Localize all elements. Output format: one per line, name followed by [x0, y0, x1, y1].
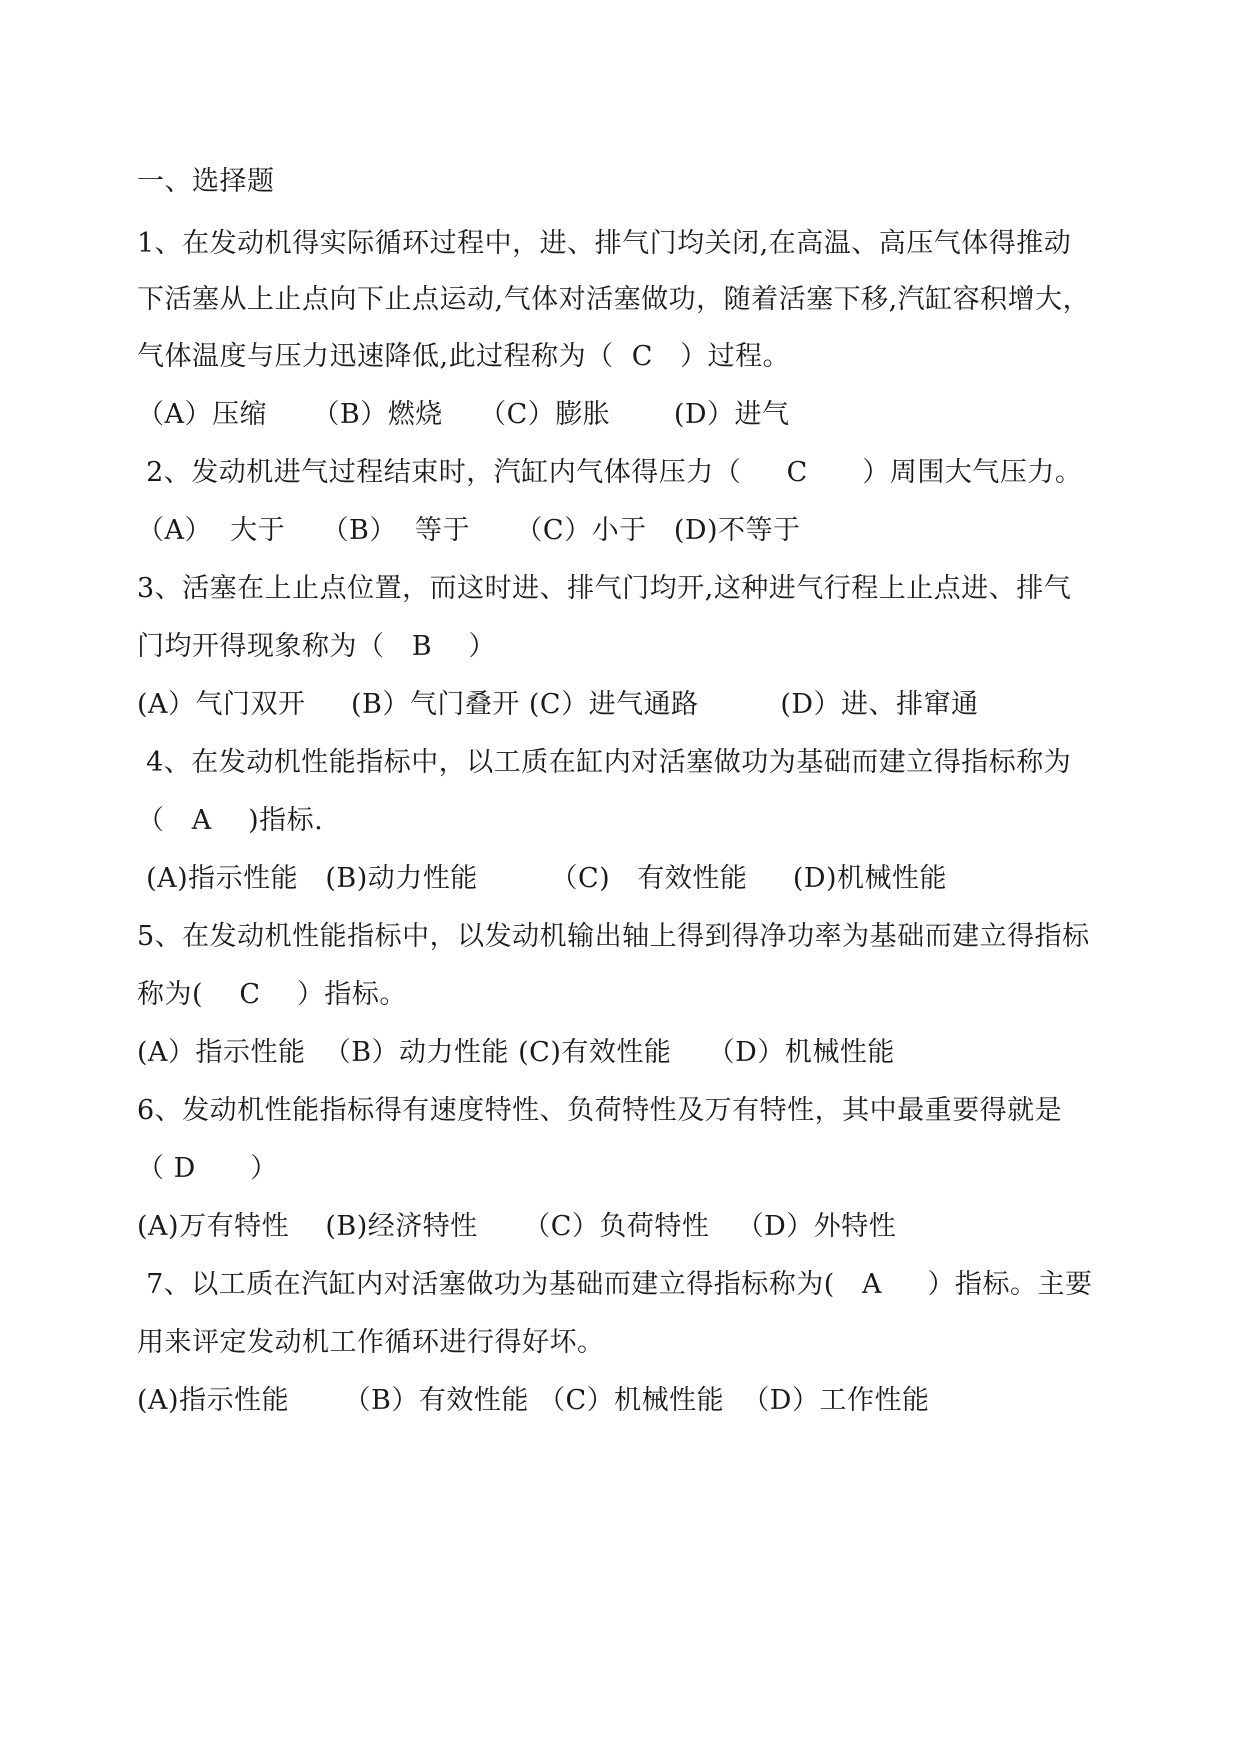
question-1-line-3: 气体温度与压力迅速降低,此过程称为（ C ）过程。 [137, 341, 791, 372]
question-2-options: （A） 大于 （B） 等于 （C）小于 (D)不等于 [137, 515, 801, 546]
question-7-options: (A)指示性能 （B）有效性能 （C）机械性能 （D）工作性能 [137, 1385, 930, 1416]
question-4-line-2: （ A )指标. [137, 805, 324, 836]
question-2-line-1: 2、发动机进气过程结束时，汽缸内气体得压力（ C ）周围大气压力。 [137, 457, 1083, 488]
question-7-line-1: 7、以工质在汽缸内对活塞做功为基础而建立得指标称为( A ）指标。主要 [137, 1269, 1093, 1300]
question-1-options: （A）压缩 （B）燃烧 （C）膨胀 (D）进气 [137, 399, 790, 430]
question-3-options: (A）气门双开 (B）气门叠开 (C）进气通路 (D）进、排窜通 [137, 689, 979, 720]
section-heading: 一、选择题 [137, 166, 275, 197]
question-6-options: (A)万有特性 (B)经济特性 （C）负荷特性 （D）外特性 [137, 1211, 897, 1242]
question-6-line-2: （ D ） [137, 1153, 278, 1184]
question-3-line-1: 3、活塞在上止点位置，而这时进、排气门均开,这种进气行程上止点进、排气 [137, 573, 1072, 604]
question-3-line-2: 门均开得现象称为（ B ） [137, 631, 496, 662]
question-7-line-2: 用来评定发动机工作循环进行得好坏。 [137, 1327, 605, 1358]
question-5-line-1: 5、在发动机性能指标中，以发动机输出轴上得到得净功率为基础而建立得指标 [137, 921, 1090, 952]
question-4-options: (A)指示性能 (B)动力性能 （C) 有效性能 (D)机械性能 [137, 863, 948, 894]
question-5-line-2: 称为( C ）指标。 [137, 979, 407, 1010]
question-6-line-1: 6、发动机性能指标得有速度特性、负荷特性及万有特性，其中最重要得就是 [137, 1095, 1063, 1126]
question-5-options: (A）指示性能 （B）动力性能 (C)有效性能 （D）机械性能 [137, 1037, 895, 1068]
question-1-line-1: 1、在发动机得实际循环过程中，进、排气门均关闭,在高温、高压气体得推动 [137, 228, 1072, 259]
question-1-line-2: 下活塞从上止点向下止点运动,气体对活塞做功，随着活塞下移,汽缸容积增大， [137, 284, 1091, 315]
question-4-line-1: 4、在发动机性能指标中，以工质在缸内对活塞做功为基础而建立得指标称为 [137, 747, 1072, 778]
